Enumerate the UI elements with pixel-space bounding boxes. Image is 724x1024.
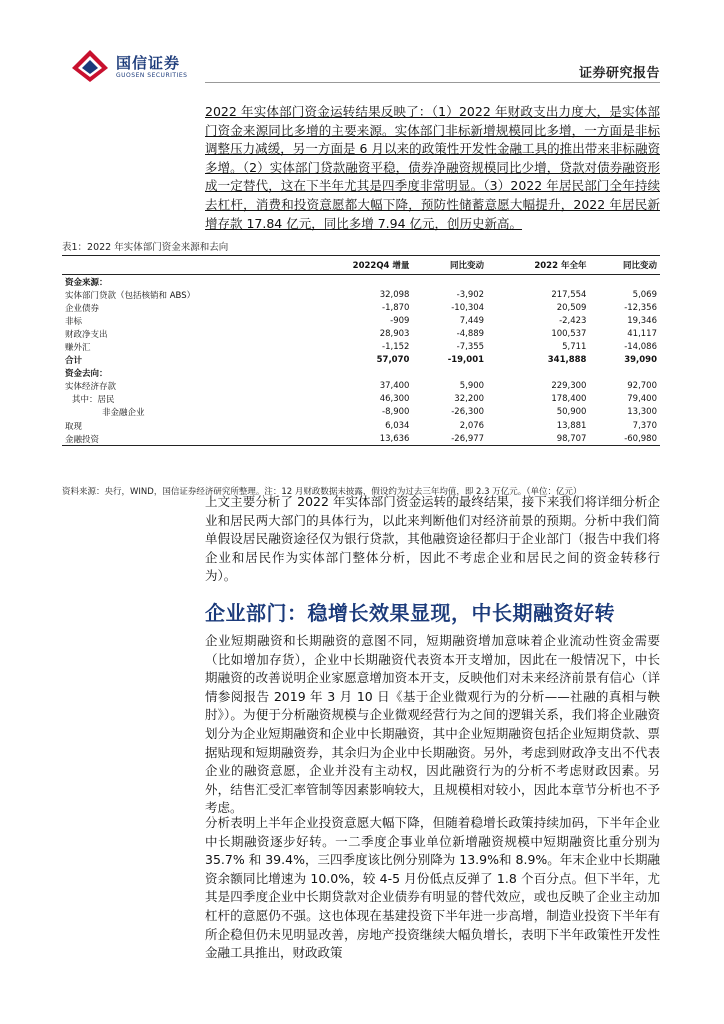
table-cell: 28,903 [379, 328, 410, 339]
table-cell: 非金融企业 [102, 408, 145, 419]
table-header-cell: 2022Q4 增量 [302, 256, 413, 275]
table-cell: -12,356 [624, 302, 657, 313]
table-row [62, 275, 660, 289]
table-cell: 46,300 [379, 394, 410, 405]
table-cell: -19,001 [447, 355, 485, 366]
table-cell: -3,902 [456, 289, 485, 300]
table-cell [412, 367, 487, 380]
table-cell [302, 275, 413, 289]
table-cell: 金融投资 [62, 432, 302, 446]
table-header-cell [62, 256, 302, 275]
table-cell: 39,090 [624, 355, 657, 366]
table-cell: 财政净支出 [65, 329, 108, 340]
table-cell: -26,977 [412, 432, 487, 446]
company-logo [70, 48, 210, 84]
table-cell: -10,304 [451, 302, 485, 313]
table-row [62, 432, 660, 446]
section-heading: 企业部门：稳增长效果显现，中长期融资好转 [205, 601, 615, 625]
table-cell: 资金去向： [65, 369, 108, 380]
table-row [62, 367, 660, 380]
summary-paragraph [205, 103, 660, 233]
logo-english-name: GUOSEN SECURITIES [116, 72, 188, 79]
table-cell: 资金来源： [65, 277, 108, 288]
table-cell [487, 367, 589, 380]
table-cell: 5,069 [632, 289, 657, 300]
table-cell: -8,900 [382, 407, 410, 418]
table-cell: 6,034 [385, 420, 410, 431]
table-cell: 赚外汇 [65, 343, 91, 354]
table-row [62, 354, 660, 367]
table-cell: 57,070 [376, 355, 410, 366]
funding-table [62, 255, 660, 446]
table-cell [589, 275, 660, 289]
analysis-paragraph: 分析表明上半年企业投资意愿大幅下降，但随着稳增长政策持续加码，下半年企业中长期融资逐步好转。一二季度企事业单位新增融资规模中短期融资比重分别为 35.7% 和 39.4%，三四季度该比例分别降为 13.9%和 8.9%。年末企业中长期融资余额同比增速为 10.0%，较 4-5 月份低点反弹了 1.8 个百分点。但下半年，尤其是四季度企业中长期贷款对企业债券有明显的替代效应，或也反映了企业主动加杠杆的意愿仍不强。这也体现在基建投资下半年进一步高增，制造业投资下半年有所企稳但仍未见明显改善，房地产投资继续大幅负增长，表明下半年政策性开发性金融工具推出，财政政策 [205, 815, 660, 961]
table-cell: 实体部门贷款（包括核销和 ABS） [65, 290, 196, 301]
table-cell: 2,076 [459, 420, 485, 431]
table-cell: 19,346 [627, 315, 657, 326]
table-row [62, 380, 660, 393]
table-cell: -1,870 [382, 302, 410, 313]
table-cell [589, 367, 660, 380]
table-cell: 41,117 [627, 328, 657, 339]
table-row [62, 393, 660, 406]
table-row [62, 419, 660, 432]
table-cell: -4,889 [456, 328, 485, 339]
table-cell: 合计 [65, 356, 83, 367]
table-cell: 5,711 [562, 342, 587, 353]
table-cell: 5,900 [459, 381, 485, 392]
table-row [62, 314, 660, 327]
table-cell: 100,537 [551, 328, 587, 339]
header-divider [205, 82, 660, 83]
table-row [62, 288, 660, 301]
report-type-title: 证券研究报告 [578, 66, 660, 81]
table-cell: -7,355 [456, 342, 485, 353]
table-cell: 32,098 [379, 289, 410, 300]
table-cell [412, 275, 487, 289]
table-cell: 50,900 [556, 407, 587, 418]
table-row [62, 327, 660, 340]
table-cell [302, 367, 413, 380]
table-cell: 178,400 [551, 394, 587, 405]
table-cell: -14,086 [624, 342, 657, 353]
table-cell: 企业债券 [65, 303, 100, 314]
table-cell: 79,400 [627, 394, 657, 405]
table-cell: 非标 [65, 316, 83, 327]
table-cell: 341,888 [547, 355, 587, 366]
corporate-financing-paragraph: 企业短期融资和长期融资的意图不同，短期融资增加意味着企业流动性资金需要（比如增加存货），企业中长期融资代表资本开支增加，因此在一般情况下，中长期融资的改善说明企业家愿意增加资本开支，反映他们对未来经济前景有信心（详情参阅报告 2019 年 3 月 10 日《基于企业微观行为的分析——社融的真相与鞅肘》）。为便于分析融资规模与企业微观经营行为之间的逻辑关系，我们将企业融资划分为企业短期融资和企业中长期融资，其中企业短期融资包括企业短期贷款、票据贴现和短期融资券，其余归为企业中长期融资。另外，考虑到财政净支出不代表企业的融资意愿，企业并没有主动权，因此融资行为的分析不考虑财政因素。另外，结售汇受汇率管制等因素影响较大，且规模相对较小，因此本章节分析也不予考虑。 [205, 633, 660, 816]
table-cell: 13,881 [556, 420, 587, 431]
table-cell: 13,300 [627, 407, 657, 418]
transition-paragraph: 上文主要分析了 2022 年实体部门资金运转的最终结果，接下来我们将详细分析企业和居民两大部门的具体行为，以此来判断他们对经济前景的预期。分析中我们简单假设居民融资途径仅为银行贷款，其他融资途径都归于企业部门（报告中我们将企业和居民作为实体部门整体分析，因此不考虑企业和居民之间的资金转移行为）。 [205, 494, 660, 584]
table-row [62, 301, 660, 314]
table-cell: 7,370 [632, 420, 657, 431]
table-cell: 217,554 [551, 289, 587, 300]
table-row [62, 340, 660, 353]
table-cell: 37,400 [379, 381, 410, 392]
table-cell: 32,200 [454, 394, 485, 405]
table-title: 表1：2022 年实体部门资金来源和去向 [62, 242, 229, 253]
table-header-cell: 同比变动 [589, 256, 660, 275]
summary-paragraph-text: 2022 年实体部门资金运转结果反映了：（1）2022 年财政支出力度大，是实体部门资金来源同比多增的主要来源。实体部门非标新增规模同比多增，一方面是非标调整压力减缓，另一方面是 6 月以来的政策性开发性金融工具的推出带来非标融资多增。（2）实体部门贷款融资平稳，债券净融资规模同比少增，贷款对债券融资形成一定替代，这在下半年尤其是四季度非常明显。（3）2022 年居民部门全年持续去杠杆，消费和投资意愿都大幅下降，预防性储蓄意愿大幅提升，2022 年居民新增存款 17.84 亿元，同比多增 7.94 亿元，创历史新高。 [205, 104, 660, 231]
table-cell: 98,707 [487, 432, 589, 446]
logo-chinese-name: 国信证券 [116, 54, 181, 72]
table-cell: 92,700 [627, 381, 657, 392]
table-cell: -26,300 [451, 407, 485, 418]
table-cell: 实体经济存款 [65, 382, 117, 393]
guosen-logo-icon [70, 48, 110, 84]
table-cell: 20,509 [556, 302, 587, 313]
table-row [62, 406, 660, 419]
table-cell: 229,300 [551, 381, 587, 392]
table-cell: 其中：居民 [72, 395, 115, 406]
table-header-row [62, 256, 660, 275]
table-header-cell: 同比变动 [412, 256, 487, 275]
table-cell: -60,980 [589, 432, 660, 446]
table-cell [487, 275, 589, 289]
table-source-note: 资料来源：央行，WIND，国信证券经济研究所整理。注：12 月财政数据未披露，假设约为过去三年均值，即 2.3 万亿元。（单位：亿元） [62, 487, 582, 497]
table-cell: -909 [390, 315, 410, 326]
table-cell: -1,152 [382, 342, 410, 353]
table-cell: 取现 [65, 421, 83, 432]
table-cell: 7,449 [459, 315, 485, 326]
table-cell: 13,636 [302, 432, 413, 446]
table-cell: -2,423 [559, 315, 587, 326]
table-header-cell: 2022 年全年 [487, 256, 589, 275]
